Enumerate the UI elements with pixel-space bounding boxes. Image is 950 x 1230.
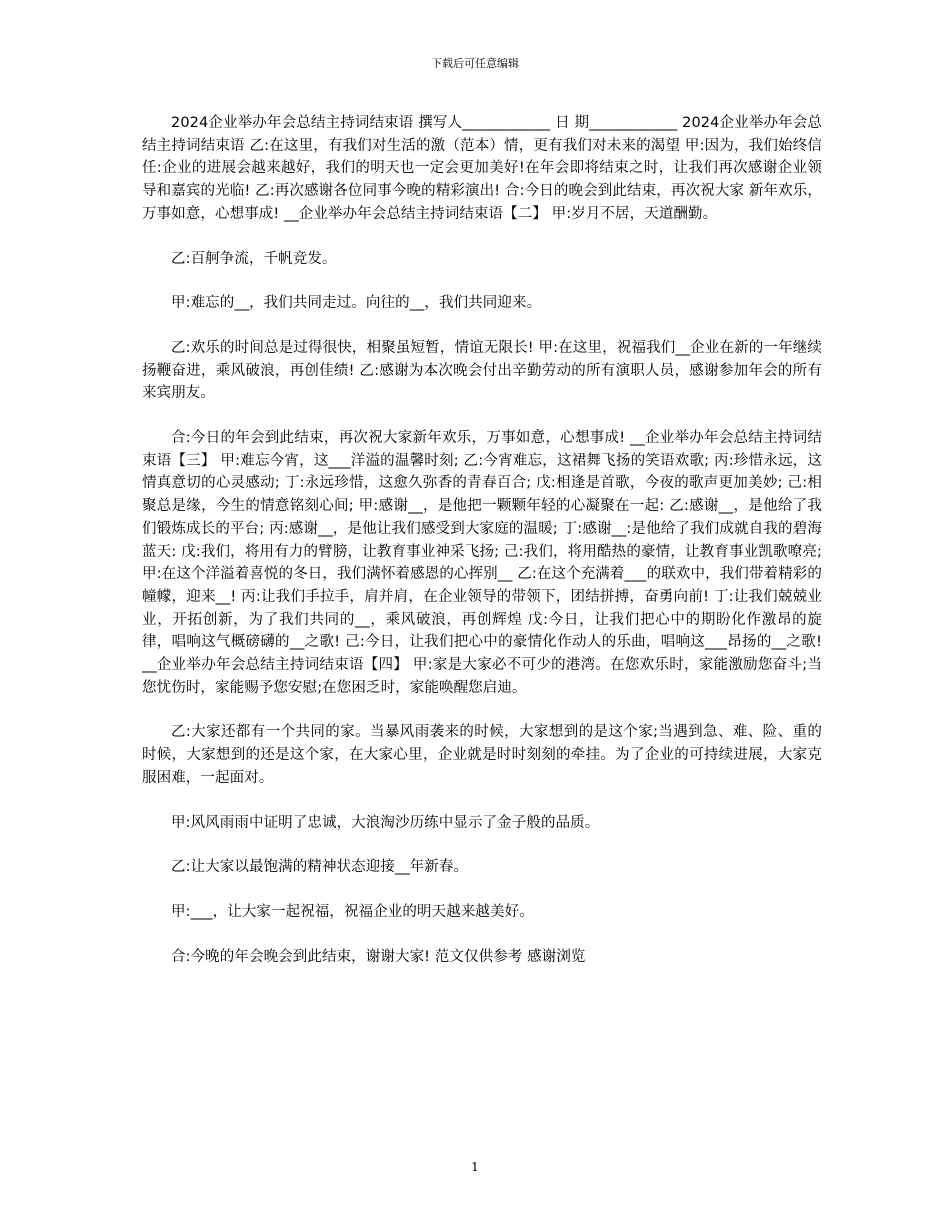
paragraph-4: 乙:欢乐的时间总是过得很快，相聚虽短暂，情谊无限长! 甲:在这里，祝福我们__企业在新的一年继续扬鞭奋进，乘风破浪，再创佳绩! 乙:感谢为本次晚会付出辛勤劳动的所有演职人员，感谢参加年会的所有来宾朋友。	[142, 339, 822, 402]
page-header: 下载后可任意编辑	[431, 57, 519, 70]
paragraph-8: 乙:让大家以最饱满的精神状态迎接__年新春。	[171, 859, 469, 876]
page-number: 1	[471, 1160, 479, 1174]
paragraph-9: 甲:___，让大家一起祝福，祝福企业的明天越来越美好。	[171, 903, 534, 920]
paragraph-3: 甲:难忘的__，我们共同走过。向往的__，我们共同迎来。	[171, 295, 542, 312]
paragraph-intro: 2024企业举办年会总结主持词结束语 撰写人____________ 日 期____________ 2024企业举办年会总结主持词结束语 乙:在这里，有我们对生活的激（范本）情，更有我们对未来的渴望 甲:因为，我们始终信任:企业的进展会越来越好，我们的明天也一定会更加美好!在年会即将结束之时，让我们再次感谢企业领导和嘉宾的光临! 乙:再次感谢各位同事今晚的精彩演出! 合:今日的晚会到此结束，再次祝大家 新年欢乐，万事如意，心想事成! __企业举办年会总结主持词结束语【二】 甲:岁月不居，天道酬勤。	[142, 115, 822, 222]
paragraph-5: 合:今日的年会到此结束，再次祝大家新年欢乐，万事如意，心想事成! __企业举办年会总结主持词结束语【三】 甲:难忘今宵，这___洋溢的温馨时刻; 乙:今宵难忘，这裙舞飞扬的笑语欢歌; 丙:珍惜永远，这情真意切的心灵感动; 丁:永远珍惜，这愈久弥香的青春百合; 戊:相逢是首歌，今夜的歌声更加美妙; 己:相聚总是缘，今生的情意铭刻心间; 甲:感谢__，是他把一颗颗年轻的心凝聚在一起: 乙:感谢__，是他给了我们锻炼成长的平台; 丙:感谢__，是他让我们感受到大家庭的温暖; 丁:感谢__:是他给了我们成就自我的碧海蓝天: 戊:我们，将用有力的臂膀，让教育事业神采飞扬; 己:我们，将用酷热的豪情，让教育事业凯歌嘹亮; 甲:在这个洋溢着喜悦的冬日，我们满怀着感恩的心挥别__ 乙:在这个充满着___的联欢中，我们带着精彩的幢幪，迎来__! 丙:让我们手拉手，肩并肩，在企业领导的带领下，团结拼搏，奋勇向前! 丁:让我们兢兢业业，开拓创新，为了我们共同的__，乘风破浪，再创辉煌 戊:今日，让我们把心中的期盼化作激昂的旋律，唱响这气概磅礴的__之歌! 己:今日，让我们把心中的豪情化作动人的乐曲，唱响这___昂扬的__之歌! __企业举办年会总结主持词结束语【四】 甲:家是大家必不可少的港湾。在您欢乐时，家能激励您奋斗;当您忧伤时，家能赐予您安慰;在您困乏时，家能唤醒您启迪。	[142, 430, 822, 696]
document-body	[142, 112, 822, 990]
paragraph-closing: 合:今晚的年会晚会到此结束，谢谢大家! 范文仅供参考 感谢浏览	[171, 948, 586, 965]
paragraph-6: 乙:大家还都有一个共同的家。当暴风雨袭来的时候，大家想到的是这个家;当遇到急、难、险、重的时候，大家想到的还是这个家，在大家心里，企业就是时时刻刻的牵挂。为了企业的可持续进展，大家克服困难，一起面对。	[142, 724, 822, 786]
paragraph-2: 乙:百舸争流，千帆竞发。	[171, 250, 337, 267]
paragraph-7: 甲:风风雨雨中证明了忠诚，大浪淘沙历练中显示了金子般的品质。	[171, 814, 600, 831]
